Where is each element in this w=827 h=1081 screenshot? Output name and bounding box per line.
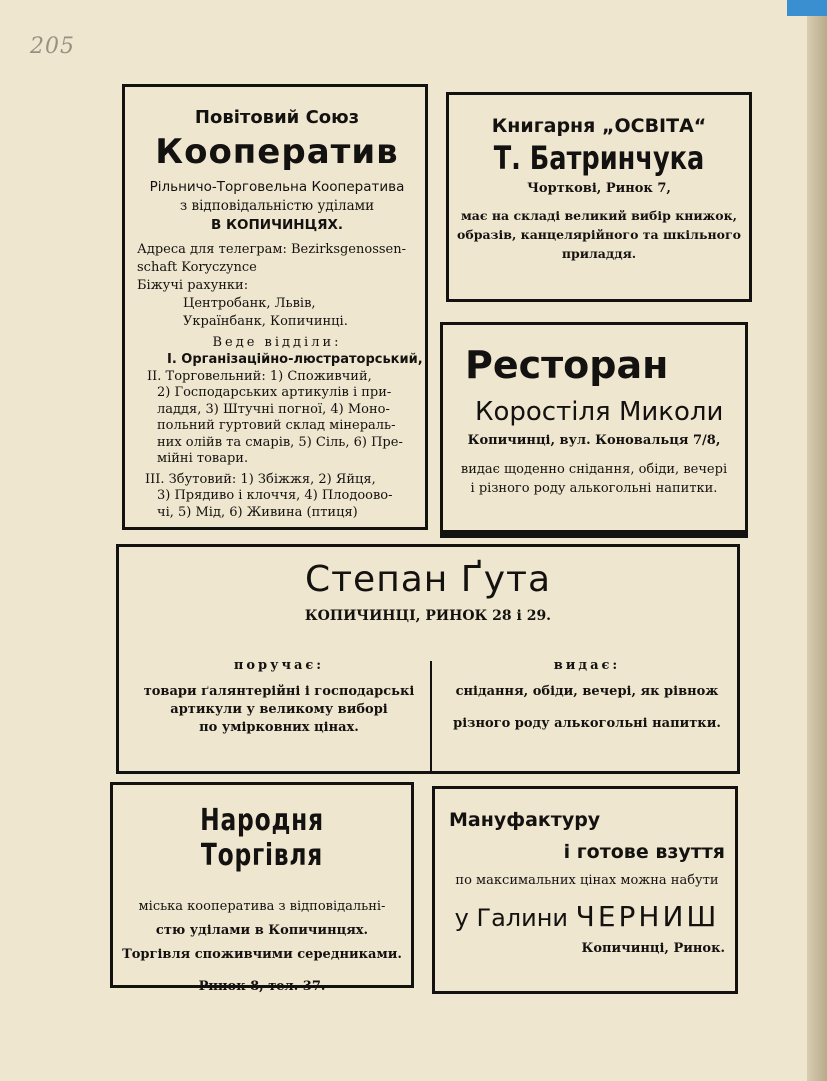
narodnia-desc-line: міська кооператива з відповідальні-	[138, 899, 386, 914]
guta-right-line: снідання, обіди, вечері, як рівнож	[455, 684, 719, 699]
manufaktura-line1: Мануфактуру	[449, 809, 601, 831]
ad-stepan-guta	[116, 544, 740, 774]
telegram-line: schaft Koryczynce	[137, 260, 257, 275]
guta-right-line: різного роду алькогольні напитки.	[453, 716, 721, 731]
guta-right-label: видає:	[553, 658, 621, 673]
column-divider	[430, 661, 432, 771]
guta-left-label: поручає:	[233, 658, 325, 673]
narodnia-heading: Народня Торгівля	[200, 803, 324, 873]
manufaktura-line2: і готове взуття	[563, 841, 725, 863]
scan-background-corner	[787, 0, 827, 16]
bookstore-desc-line: приладдя.	[561, 246, 637, 261]
restaurant-heading: Ресторан	[465, 343, 669, 387]
guta-left-line: артикули у великому виборі	[170, 702, 388, 717]
department-3-line: 3) Прядиво і клоччя, 4) Плодоово-	[157, 488, 393, 503]
account-item: Українбанк, Копичинці.	[183, 314, 348, 329]
bookstore-desc-line: має на складі великий вибір книжок,	[460, 208, 738, 223]
department-2-line: мійні товари.	[157, 451, 249, 466]
guta-left-line: по умірковних цінах.	[199, 720, 359, 735]
cooperative-subtitle-line: В КОПИЧИНЦЯХ.	[210, 217, 344, 233]
account-item: Центробанк, Львів,	[183, 296, 316, 311]
cooperative-subtitle-line: з відповідальністю уділами	[179, 198, 375, 214]
cooperative-title: Повітовий Союз	[194, 107, 360, 128]
page-number: 205	[30, 34, 75, 59]
ad-manufaktura	[432, 786, 738, 994]
ad-bookstore-osvita	[446, 92, 752, 302]
manufaktura-name: ЧЕРНИШ	[575, 900, 720, 933]
bookstore-desc-line: образів, канцелярійного та шкільного	[457, 227, 741, 242]
narodnia-desc-line: стю уділами в Копичинцях.	[155, 923, 369, 938]
manufaktura-name-prefix: у Галини	[454, 904, 569, 932]
restaurant-desc-line: видає щоденно снідання, обіди, вечері	[460, 462, 728, 477]
guta-left-column	[129, 657, 429, 737]
telegram-line: Адреса для телеграм: Bezirksgenossen-	[137, 242, 407, 257]
narodnia-address: Ринок 8, тел. 37.	[198, 979, 326, 994]
guta-address: КОПИЧИНЦІ, РИНОК 28 і 29.	[304, 608, 552, 624]
cooperative-heading: Кооператив	[155, 132, 399, 172]
restaurant-desc-line: і різного роду алькогольні напитки.	[470, 481, 718, 496]
department-3-line: ІІІ. Збутовий: 1) Збіжжя, 2) Яйця,	[145, 471, 376, 487]
department-2-line: ІІ. Торговельний: 1) Споживчий,	[147, 368, 372, 384]
department-3-line: чі, 5) Мід, 6) Живина (птиця)	[157, 504, 358, 520]
department-2-line: ладдя, 3) Штучні погної, 4) Моно-	[157, 401, 390, 417]
restaurant-owner: Коростіля Миколи	[475, 397, 724, 427]
restaurant-address: Копичинці, вул. Коновальця 7/8,	[467, 433, 721, 448]
bookstore-title: Книгарня „ОСВІТА“	[491, 115, 707, 137]
manufaktura-desc: по максимальних цінах можна набути	[455, 873, 719, 888]
ad-cooperative-union	[122, 84, 428, 530]
manufaktura-address: Копичинці, Ринок.	[581, 941, 725, 956]
guta-heading: Степан Ґута	[304, 559, 552, 600]
department-2-line: 2) Господарських артикулів і при-	[157, 385, 392, 400]
department-2-line: них олійв та смарів, 5) Сіль, 6) Пре-	[157, 434, 403, 450]
bookstore-owner: Т. Батринчука	[493, 139, 705, 177]
departments-label: Веде відділи:	[212, 335, 342, 350]
ad-narodnia-torhivlia	[110, 782, 414, 994]
cooperative-subtitle-line: Рільничо-Торговельна Кооператива	[149, 179, 405, 195]
accounts-label: Біжучі рахунки:	[137, 278, 249, 293]
bookstore-city: Чорткові, Ринок 7,	[527, 181, 671, 196]
narodnia-desc-line: Торгівля споживчими середниками.	[122, 947, 402, 962]
department-2-line: польний гуртовий склад мінераль-	[157, 418, 396, 433]
guta-left-line: товари ґалянтерійні і господарські	[143, 684, 415, 699]
ad-restaurant	[440, 322, 748, 538]
page-edge	[807, 0, 827, 1081]
department-1: І. Організаційно-люстраторський,	[167, 352, 423, 367]
guta-right-column	[437, 657, 737, 733]
